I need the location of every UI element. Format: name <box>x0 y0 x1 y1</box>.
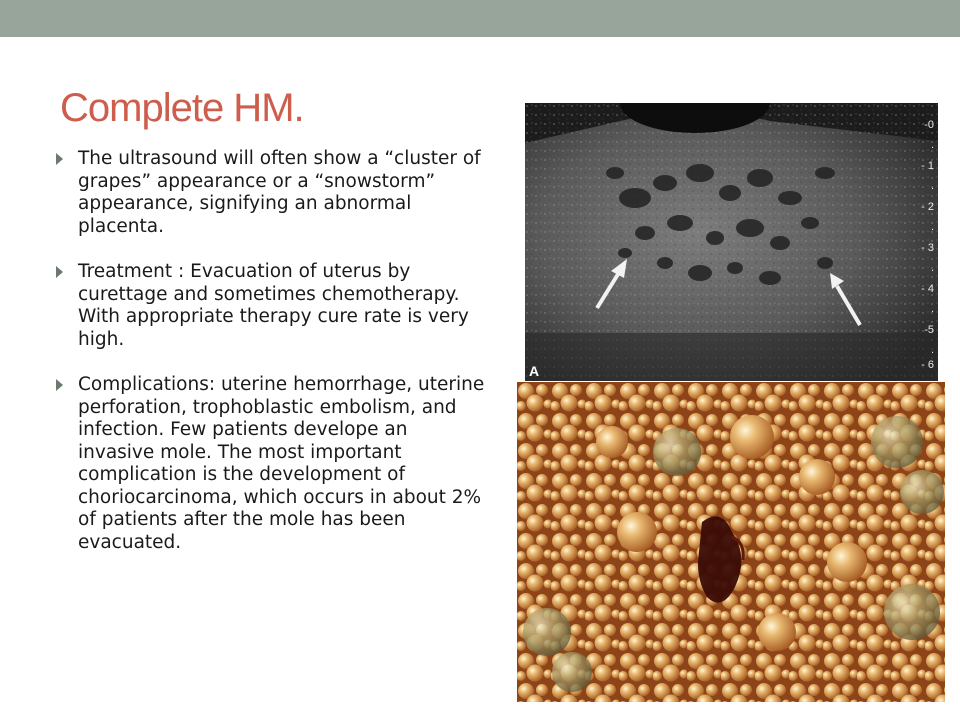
scale-mark: . <box>930 262 934 274</box>
scale-mark: . <box>930 221 934 233</box>
scale-mark: - 4 <box>921 283 934 295</box>
scale-mark: -0 <box>924 119 934 131</box>
bullet-text: The ultrasound will often show a “cluster of grapes” appearance or a “snowstorm” appearance, signifying an abnormal placenta. <box>78 148 481 237</box>
bullet-text: Complications: uterine hemorrhage, uterine perforation, trophoblastic embolism, and infection. Few patients develope an invasive mole. The most important complication is the development of choriocarcinoma, which occurs in about 2% of patients after the mole has been evacuated. <box>78 374 485 553</box>
bullet-item <box>56 374 488 554</box>
bullet-list <box>56 148 488 577</box>
scale-mark: - 2 <box>921 201 934 213</box>
bullet-arrow-icon <box>56 379 63 391</box>
ultrasound-graphic <box>525 103 938 381</box>
scale-mark: -5 <box>924 324 934 336</box>
vesicle-cluster-graphic <box>517 382 945 702</box>
bullet-arrow-icon <box>56 266 63 278</box>
scale-mark: - 6 <box>921 359 934 371</box>
scale-mark: . <box>930 344 934 356</box>
top-band <box>0 0 960 37</box>
scale-mark: . <box>930 180 934 192</box>
scale-mark: - 3 <box>921 242 934 254</box>
specimen-photo <box>517 382 945 702</box>
slide-title: Complete HM. <box>60 86 304 130</box>
scale-mark: . <box>930 303 934 315</box>
scale-mark: . <box>930 139 934 151</box>
bullet-text: Treatment : Evacuation of uterus by curettage and sometimes chemotherapy. With appropriate therapy cure rate is very high. <box>78 261 469 350</box>
panel-label: A <box>529 363 540 379</box>
bullet-item <box>56 261 488 351</box>
ultrasound-image <box>525 103 938 381</box>
scale-mark: - 1 <box>921 160 934 172</box>
bullet-item <box>56 148 488 238</box>
bullet-arrow-icon <box>56 153 63 165</box>
depth-scale <box>912 115 934 371</box>
